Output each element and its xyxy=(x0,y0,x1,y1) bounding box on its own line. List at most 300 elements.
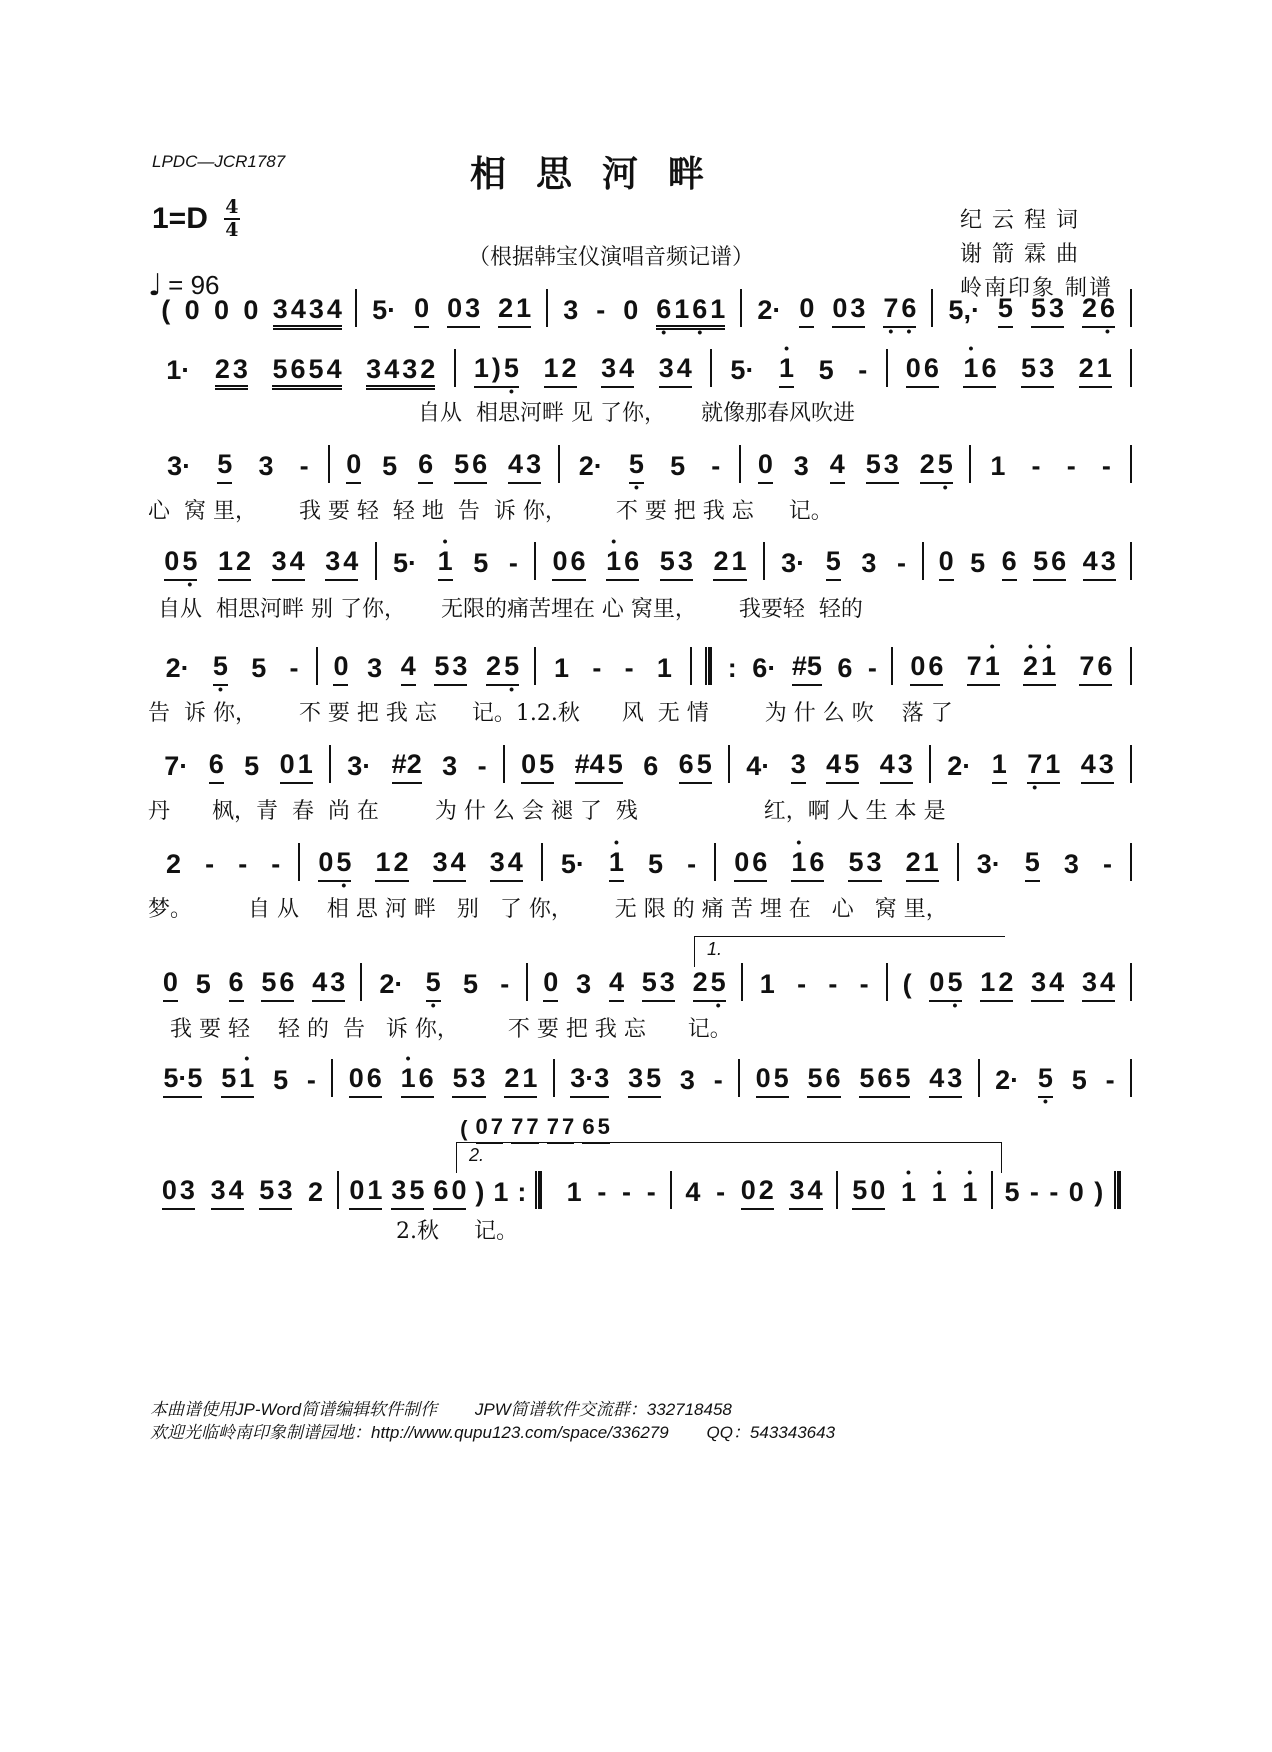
beamed-group xyxy=(1002,548,1017,581)
note: #4 xyxy=(574,749,605,779)
note: 1 xyxy=(566,1177,582,1207)
note: 1 xyxy=(1045,749,1061,779)
note: 3 xyxy=(391,1175,407,1205)
note: 0 xyxy=(447,293,463,323)
note: 6 xyxy=(418,1063,434,1093)
beamed-group xyxy=(401,653,416,686)
beamed-group xyxy=(211,1177,244,1210)
note: 0 xyxy=(740,1175,756,1205)
note: 3 xyxy=(1082,967,1098,997)
note: - xyxy=(1105,1065,1115,1095)
measure xyxy=(357,284,546,332)
beamed-group xyxy=(609,849,624,882)
note: 4 xyxy=(343,546,359,576)
note: 7 xyxy=(546,1114,560,1139)
measure xyxy=(959,838,1130,886)
note: 5 xyxy=(997,293,1013,323)
note: 6 • xyxy=(656,296,671,323)
note: 0 xyxy=(755,1063,771,1093)
beamed-group xyxy=(1079,653,1112,686)
beamed-group xyxy=(920,451,953,484)
note: 5 xyxy=(308,354,324,384)
note: 0 xyxy=(162,967,178,997)
note: 5 xyxy=(382,451,398,481)
beamed-group xyxy=(906,355,939,388)
note: 5 xyxy=(261,967,277,997)
note: 2· xyxy=(578,451,603,481)
note: - xyxy=(687,849,697,879)
note: 5 xyxy=(434,651,450,681)
beamed-group xyxy=(832,295,865,328)
note: 5 xyxy=(409,1175,425,1205)
note: 0 xyxy=(348,1063,364,1093)
barline xyxy=(1130,843,1132,881)
note: 5 xyxy=(773,1063,789,1093)
score-row xyxy=(148,740,1132,788)
note: 5 xyxy=(844,749,860,779)
beamed-group xyxy=(162,1177,195,1210)
note: - xyxy=(1049,1177,1059,1207)
beamed-group xyxy=(476,1116,504,1144)
note: 5 xyxy=(1004,1177,1020,1207)
measure xyxy=(560,440,740,488)
note: 3 xyxy=(272,294,288,324)
page-title: 相思河畔 xyxy=(470,153,735,195)
note: 1 xyxy=(543,353,559,383)
note: 3 xyxy=(1048,293,1064,323)
lyrics-line: 丹 枫，青 春 尚 在 为 什 么 会 褪 了 残 红，啊 人 生 本 是 xyxy=(148,799,946,824)
repeat-start-barline xyxy=(705,647,712,685)
measure xyxy=(536,642,689,690)
beamed-group xyxy=(963,355,996,388)
note: 4 xyxy=(400,651,416,681)
volta-label: 2. xyxy=(469,1145,485,1165)
beamed-group xyxy=(552,548,585,581)
lyrics-line: 告 诉 你， 不 要 把 我 忘 记。1.2.秋 风 无 情 为 什 么 吹 落 了 xyxy=(148,701,953,726)
measure xyxy=(148,958,360,1006)
beamed-group xyxy=(401,1065,434,1098)
beamed-group xyxy=(325,548,358,581)
beamed-group xyxy=(280,751,313,784)
beamed-group xyxy=(508,451,541,484)
note: 5,· xyxy=(948,295,980,325)
beamed-group xyxy=(1079,355,1112,388)
note: 1 xyxy=(991,749,1007,779)
note: 5 xyxy=(452,1063,468,1093)
note: 0 xyxy=(279,749,295,779)
beamed-group xyxy=(426,969,441,1002)
note: 5· xyxy=(730,355,755,385)
measure xyxy=(300,838,541,886)
note: 3 xyxy=(442,751,458,781)
note: 2· xyxy=(379,969,404,999)
note: 3 xyxy=(452,651,468,681)
measure xyxy=(712,344,885,392)
note: 0 xyxy=(910,651,926,681)
beamed-group xyxy=(349,1177,382,1210)
note: 5· xyxy=(560,849,585,879)
note: 2 xyxy=(919,449,935,479)
note: 2 xyxy=(214,354,230,384)
note: 3 xyxy=(866,847,882,877)
beamed-group xyxy=(544,355,577,388)
note: - xyxy=(238,849,248,879)
beamed-group xyxy=(807,1065,840,1098)
note: 3 xyxy=(659,967,675,997)
note: - xyxy=(1031,451,1041,481)
note: 5 xyxy=(473,548,489,578)
note: • 2 xyxy=(1023,653,1038,680)
beamed-group xyxy=(543,969,558,1002)
note: 5 • xyxy=(336,849,351,876)
note: - xyxy=(306,1065,316,1095)
barline xyxy=(1130,745,1132,783)
note: 5 xyxy=(641,967,657,997)
note: • 1 xyxy=(438,548,453,575)
note: 4 xyxy=(826,749,842,779)
note: 2 xyxy=(758,1175,774,1205)
score-row xyxy=(148,642,1132,690)
measure xyxy=(993,1166,1132,1214)
beamed-group xyxy=(848,849,881,882)
note: 0 xyxy=(161,1175,177,1205)
beamed-group xyxy=(998,295,1013,328)
beamed-group xyxy=(629,451,644,484)
note: - xyxy=(597,1177,607,1207)
note: 0 xyxy=(552,546,568,576)
beamed-group xyxy=(713,548,746,581)
note: 5 xyxy=(859,1063,875,1093)
note: 5 xyxy=(195,969,211,999)
beamed-group xyxy=(454,451,487,484)
key-signature xyxy=(152,198,240,240)
note: 3 xyxy=(850,293,866,323)
note: 1 xyxy=(731,546,747,576)
note: 0 xyxy=(164,546,180,576)
note: - xyxy=(897,548,906,578)
note: 3 xyxy=(330,967,346,997)
note: 3· xyxy=(347,751,372,781)
score-row xyxy=(148,537,1132,585)
note: 4· xyxy=(746,751,771,781)
beamed-group xyxy=(609,969,624,1002)
note: 1 xyxy=(516,293,532,323)
repeat-dots: : xyxy=(727,653,737,683)
note: 0 xyxy=(475,1114,488,1139)
beamed-group xyxy=(582,1116,610,1144)
beamed-group xyxy=(504,1065,537,1098)
note: 5 • xyxy=(1038,1065,1053,1092)
beamed-group xyxy=(414,295,429,328)
note: • 1 xyxy=(401,1065,416,1092)
note: 3 xyxy=(367,653,383,683)
end-barline xyxy=(535,1171,542,1209)
note: 7 xyxy=(511,1114,524,1139)
note: 5 xyxy=(1024,847,1040,877)
note: 5 xyxy=(659,546,675,576)
beamed-group xyxy=(418,451,433,484)
beamed-group xyxy=(659,355,692,388)
note: - xyxy=(797,969,807,999)
note: 5 xyxy=(462,969,478,999)
note: 4 xyxy=(608,967,624,997)
note: - xyxy=(624,653,634,683)
note: 3 xyxy=(470,1063,486,1093)
note: 3 xyxy=(1039,353,1055,383)
note: 0 xyxy=(184,295,200,325)
note: 4 xyxy=(1082,546,1098,576)
note: 6 xyxy=(923,353,939,383)
measure xyxy=(716,838,957,886)
note: 1 xyxy=(473,353,489,383)
note: - xyxy=(646,1177,656,1207)
note: 2 xyxy=(498,293,514,323)
note: 6 xyxy=(678,749,694,779)
note: 4 xyxy=(290,294,306,324)
volta-label: 1. xyxy=(707,939,723,959)
note: 2 xyxy=(713,546,729,576)
note: 2 xyxy=(905,847,921,877)
score-row xyxy=(148,1054,1132,1102)
note: #2 xyxy=(391,749,422,779)
measure xyxy=(548,284,740,332)
note: 2 xyxy=(308,1177,324,1207)
note: 5 xyxy=(217,449,233,479)
beamed-group xyxy=(826,751,859,784)
note: • 1 xyxy=(985,653,1000,680)
beamed-group xyxy=(1021,355,1054,388)
note: 3· xyxy=(781,548,806,578)
time-signature: $\frac{4}{4}$ xyxy=(225,196,239,241)
beamed-group xyxy=(318,849,351,882)
beamed-group xyxy=(679,751,712,784)
beamed-group xyxy=(656,296,725,330)
measure xyxy=(330,440,558,488)
beamed-group xyxy=(939,548,954,581)
beamed-group xyxy=(391,1177,424,1210)
note: 6 xyxy=(1097,651,1113,681)
beamed-group xyxy=(272,356,341,390)
note: 6 xyxy=(825,1063,841,1093)
note: 5 xyxy=(970,548,986,578)
score-code: LPDC—JCR1787 xyxy=(152,152,286,171)
beamed-group xyxy=(259,1177,292,1210)
measure xyxy=(933,284,1130,332)
note: 2 xyxy=(420,354,436,384)
lyrics-line: 自从 相思河畔 别 了你， 无限的痛苦埋在 心 窝里， 我要轻 轻的 xyxy=(158,597,863,622)
note: ) xyxy=(475,1177,485,1207)
beamed-group xyxy=(826,548,841,581)
note: 5 xyxy=(272,354,288,384)
note: 3 xyxy=(489,847,505,877)
note: 4 xyxy=(508,449,524,479)
note: - xyxy=(477,751,487,781)
lyricist: 纪云程词 xyxy=(960,208,1089,233)
beamed-group xyxy=(910,653,943,686)
note: 7 • xyxy=(883,295,898,322)
note: 0 xyxy=(349,1175,365,1205)
note: 6 xyxy=(624,546,640,576)
note: 5 xyxy=(696,749,712,779)
beamed-group xyxy=(791,751,806,784)
measure xyxy=(924,537,1130,585)
measure xyxy=(971,440,1130,488)
lyrics-line: 梦。 自 从 相 思 河 畔 别 了 你， 无 限 的 痛 苦 埋 在 心 窝 里， xyxy=(148,897,948,922)
note: 0 xyxy=(414,293,430,323)
note: 0 xyxy=(832,293,848,323)
note: 3 xyxy=(897,749,913,779)
barline xyxy=(1130,349,1132,387)
beamed-group xyxy=(859,1065,910,1098)
note: 4 xyxy=(289,546,305,576)
note: 0 xyxy=(734,847,750,877)
note: 3 xyxy=(258,451,274,481)
note: 0 xyxy=(929,967,945,997)
score-row xyxy=(148,1166,1132,1214)
note: 6· xyxy=(752,653,777,683)
note: 0 xyxy=(799,293,815,323)
note: 5 xyxy=(259,1175,275,1205)
note: 3 xyxy=(861,548,877,578)
beamed-group xyxy=(791,849,824,882)
note: 5 xyxy=(597,1114,610,1139)
note: 2 xyxy=(235,546,252,576)
note: 3 xyxy=(179,1175,195,1205)
note: 5· xyxy=(392,548,417,578)
note: 3· xyxy=(976,849,1001,879)
note: 7 xyxy=(490,1114,504,1139)
note: 6 xyxy=(290,354,306,384)
note: #5 xyxy=(791,651,822,681)
measure xyxy=(741,440,969,488)
note: 5 xyxy=(648,849,664,879)
note: 3 xyxy=(308,294,324,324)
note: 6 xyxy=(366,1063,382,1093)
note: 1 xyxy=(375,847,391,877)
beamed-group xyxy=(758,451,773,484)
note: 5·5 xyxy=(163,1063,203,1093)
beamed-group xyxy=(779,355,794,388)
beamed-group xyxy=(312,969,345,1002)
note: 2· xyxy=(165,653,190,683)
note: 4 xyxy=(619,353,635,383)
beamed-group xyxy=(511,1116,539,1144)
note: - xyxy=(1102,849,1112,879)
beamed-group xyxy=(866,451,899,484)
measure xyxy=(740,1054,978,1102)
beamed-group xyxy=(346,451,361,484)
note: 3 xyxy=(366,354,382,384)
beamed-group xyxy=(1082,969,1115,1002)
measure xyxy=(730,740,929,788)
beamed-group xyxy=(628,1065,661,1098)
note: 3 xyxy=(271,546,287,576)
beamed-group xyxy=(273,296,342,330)
measure xyxy=(318,642,534,690)
beamed-group xyxy=(660,548,693,581)
beamed-group xyxy=(452,1065,485,1098)
barline xyxy=(1130,445,1132,483)
note: 6 • xyxy=(901,295,916,322)
beamed-group xyxy=(789,1177,822,1210)
measure xyxy=(148,740,329,788)
note: 3 xyxy=(232,354,248,384)
note: 5 xyxy=(539,749,555,779)
note: 5 xyxy=(895,1063,911,1093)
measure xyxy=(148,1166,337,1214)
beamed-group xyxy=(1023,653,1056,686)
note: • 1 xyxy=(239,1065,254,1092)
note: - xyxy=(1029,1177,1039,1207)
note: 1 xyxy=(493,1177,509,1207)
footer-line-2: 欢迎光临岭南印象制谱园地：http://www.qupu123.com/space/336279 QQ：543343643 xyxy=(150,1423,836,1442)
note: 5 xyxy=(865,449,881,479)
quarter-note-icon: ♩ xyxy=(148,268,163,303)
note: 1 xyxy=(990,451,1006,481)
note: 6 • xyxy=(692,296,707,323)
note: 4 xyxy=(1100,967,1116,997)
beamed-group xyxy=(218,548,251,581)
note: 5 • xyxy=(504,653,519,680)
arranger: 岭南印象 制谱 xyxy=(960,276,1113,301)
note: • 1 xyxy=(962,1179,977,1214)
beamed-group xyxy=(261,969,294,1002)
note: 0 xyxy=(938,546,954,576)
note: - xyxy=(828,969,838,999)
note: 2 xyxy=(1078,353,1094,383)
note: - xyxy=(508,548,518,578)
note: 7 xyxy=(966,651,982,681)
note: 5 xyxy=(273,1065,289,1095)
note: 1 xyxy=(710,294,726,324)
note: 2 xyxy=(393,847,409,877)
beamed-group xyxy=(929,1065,962,1098)
note: 3 xyxy=(793,451,809,481)
note: 5 xyxy=(1071,1065,1087,1095)
note: 3 xyxy=(628,1063,644,1093)
note: 5 xyxy=(244,751,260,781)
measure xyxy=(148,1054,331,1102)
beamed-group xyxy=(1031,295,1064,328)
beamed-group xyxy=(1027,751,1060,784)
beamed-group xyxy=(272,548,305,581)
note: 2 xyxy=(166,849,182,879)
note: - xyxy=(596,295,606,325)
measure xyxy=(148,642,316,690)
note: 5 xyxy=(670,451,686,481)
note: 4 xyxy=(228,1175,244,1205)
note: 5 • xyxy=(213,653,228,680)
note: 0 xyxy=(757,449,773,479)
note: 3 xyxy=(402,354,418,384)
note: 5 xyxy=(607,749,623,779)
note: • 1 xyxy=(606,548,621,575)
beamed-group xyxy=(1031,969,1064,1002)
note: 2 xyxy=(561,353,577,383)
note: 5 xyxy=(1030,293,1046,323)
beamed-group xyxy=(366,356,435,390)
note: - xyxy=(711,451,721,481)
beamed-group xyxy=(1083,548,1116,581)
note: 1 xyxy=(217,546,233,576)
measure xyxy=(333,1054,552,1102)
note: 6 xyxy=(472,449,488,479)
beamed-group xyxy=(830,451,845,484)
beamed-group xyxy=(992,751,1007,784)
note: 4 xyxy=(326,294,342,324)
note: 6 xyxy=(1051,546,1067,576)
beamed-group xyxy=(209,751,224,784)
